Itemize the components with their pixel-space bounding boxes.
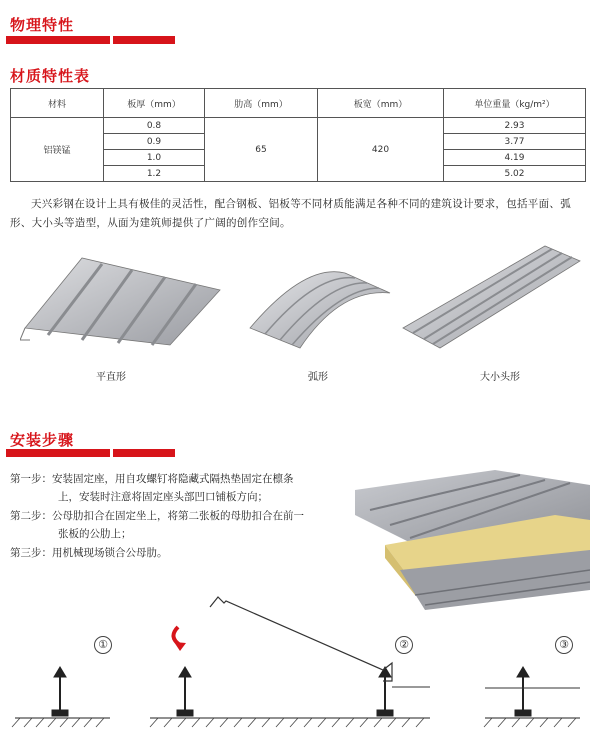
description-paragraph: 天兴彩钢在设计上具有极佳的灵活性，配合钢板、铝板等不同材质能满足各种不同的建筑设计要求，包括平面、弧形、大小头等造型，从面为建筑师提供了广阔的创作空间。 <box>10 198 571 229</box>
step-text: 用机械现场锁合公母肋。 <box>52 547 168 559</box>
panel-width-cell: 420 <box>318 118 444 182</box>
diagram-number-1: ① <box>94 636 112 654</box>
shape-caption-flat: 平直形 <box>96 372 126 383</box>
thickness-cell: 1.0 <box>104 150 205 166</box>
weight-cell: 5.02 <box>444 166 586 182</box>
title-underline-bar-3 <box>6 449 110 457</box>
thickness-cell: 0.9 <box>104 134 205 150</box>
install-steps-title: 安装步骤 <box>10 431 75 449</box>
physical-properties-title: 物理特性 <box>10 16 75 34</box>
step-item <box>10 470 355 506</box>
curved-panel-image <box>245 268 395 353</box>
shape-caption-tapered: 大小头形 <box>480 372 520 383</box>
step-label: 第三步： <box>10 547 52 559</box>
step-item <box>10 507 355 543</box>
material-cell: 铝镁锰 <box>11 118 104 182</box>
title-underline-bar <box>6 36 110 44</box>
col-header-weight: 单位重量（kg/m²） <box>444 89 586 118</box>
material-table-title: 材质特性表 <box>10 67 91 85</box>
weight-cell: 4.19 <box>444 150 586 166</box>
step-text: 安装固定座，用自攻螺钉将隐藏式隔热垫固定在檩条 <box>52 473 294 485</box>
diagram-number-2: ② <box>395 636 413 654</box>
step-text-continued: 上，安装时注意将固定座头部凹口铺板方向； <box>58 491 268 503</box>
tapered-panel-image <box>400 243 585 353</box>
table-row <box>11 118 586 134</box>
step-item <box>10 544 355 562</box>
step-label: 第二步： <box>10 510 52 522</box>
table-header-row <box>11 89 586 118</box>
col-header-rib-height: 肋高（mm） <box>205 89 318 118</box>
col-header-material: 材料 <box>11 89 104 118</box>
install-steps-list <box>10 470 355 563</box>
step-label: 第一步： <box>10 473 52 485</box>
thickness-cell: 0.8 <box>104 118 205 134</box>
col-header-width: 板宽（mm） <box>318 89 444 118</box>
col-header-thickness: 板厚（mm） <box>104 89 205 118</box>
weight-cell: 2.93 <box>444 118 586 134</box>
thickness-cell: 1.2 <box>104 166 205 182</box>
material-spec-table <box>10 88 586 182</box>
step-text: 公母肋扣合在固定坐上，将第二张板的母肋扣合在前一 <box>52 510 304 522</box>
installation-diagram <box>0 585 600 735</box>
step-text-continued: 张板的公肋上； <box>58 528 132 540</box>
diagram-number-3: ③ <box>555 636 573 654</box>
title-underline-bar-2 <box>113 36 175 44</box>
shape-caption-curved: 弧形 <box>308 372 328 383</box>
weight-cell: 3.77 <box>444 134 586 150</box>
flat-panel-image <box>20 250 230 350</box>
title-underline-bar-4 <box>113 449 175 457</box>
rib-height-cell: 65 <box>205 118 318 182</box>
